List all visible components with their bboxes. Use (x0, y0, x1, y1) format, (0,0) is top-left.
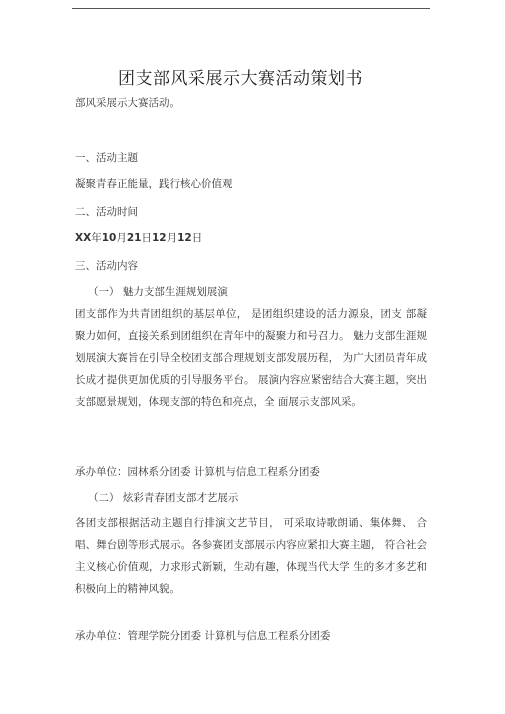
section-heading-time: 二、活动时间 (75, 206, 138, 218)
subsection-2-organizer: 承办单位：管理学院分团委 计算机与信息工程系分团委 (75, 630, 331, 642)
document-title: 团支部风采展示大赛活动策划书 (118, 69, 363, 89)
section-heading-content: 三、活动内容 (75, 260, 138, 272)
subsection-2-paragraph: 各团支部根据活动主题自行排演文艺节目， 可采取诗歌朗诵、集体舞、 合唱、舞台剧等形式展示。各参赛团支部展示内容应紧扣大赛主题， 符合社会主义核心价值观，力求形式新颖，生动有趣，体现当代大学 生的多才多艺和积极向上的精神风貌。 (75, 517, 427, 595)
header-rule (72, 8, 430, 9)
subsection-1-paragraph: 团支部作为共青团组织的基层单位， 是团组织建设的活力源泉，团支 部凝聚力如何，直接关系到团组织在青年中的凝聚力和号召力。 魅力支部生涯规划展演大赛旨在引导全校团支部合理规划支部发展历程， 为广大团员青年成长成才提供更加优质的引导服务平台。 展演内容应紧密结合大赛主题，突出支部愿景规划，体现支部的特色和亮点，全 面展示支部风采。 (75, 308, 427, 408)
subsection-heading-2: （二） 炫彩青春团支部才艺展示 (88, 492, 239, 504)
theme-text: 凝聚青春正能量，践行核心价值观 (75, 178, 233, 190)
subsection-1-organizer: 承办单位：园林系分团委 计算机与信息工程系分团委 (75, 466, 320, 478)
subsection-heading-1: （一） 魅力支部生涯规划展演 (88, 286, 228, 298)
activity-date: XX年10月21日12月12日 (75, 232, 203, 244)
section-heading-theme: 一、活动主题 (75, 152, 138, 164)
intro-line: 部风采展示大赛活动。 (75, 97, 180, 109)
